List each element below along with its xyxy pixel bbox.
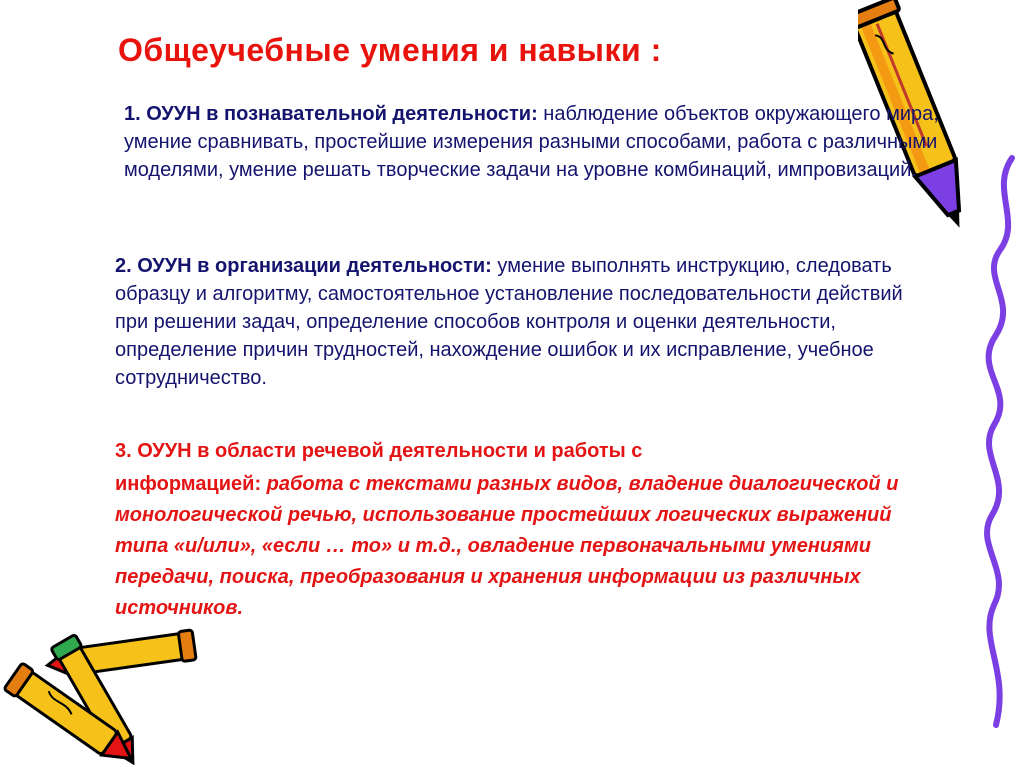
- item-3-lead: 3. ОУУН в области речевой деятельности и работы с: [115, 440, 643, 462]
- item-2-text: умение выполнять инструкцию, следовать образцу и алгоритму, самостоятельное установление последовательности действий при решении задач, определение способов контроля и оценки деятельности, определение причин трудностей, нахождение ошибок и их исправление, учебное сотрудничество.: [115, 255, 903, 389]
- item-3-text: работа с текстами разных видов, владение диалогической и монологической речью, использование простейших логических выражений типа «и/или», «если … то» и т.д., овладение первоначальными умениями передачи, поиска, преобразования и хранения информации из различных источников.: [115, 473, 899, 619]
- item-3-lead-2: информацией:: [115, 473, 262, 495]
- item-3-paragraph: [115, 436, 945, 624]
- pencils-bottom-left-icon: [0, 615, 210, 765]
- item-1-paragraph: [124, 100, 964, 184]
- item-1-lead: 1. ОУУН в познавательной деятельности:: [124, 103, 538, 125]
- item-2-paragraph: [115, 252, 915, 392]
- item-2-lead: 2. ОУУН в организации деятельности:: [115, 255, 492, 277]
- slide-title: Общеучебные умения и навыки :: [118, 32, 662, 68]
- item-1-text: наблюдение объектов окружающего мира, умение сравнивать, простейшие измерения разными способами, работа с различными моделями, умение решать творческие задачи на уровне комбинаций, импровизаций.: [124, 103, 939, 181]
